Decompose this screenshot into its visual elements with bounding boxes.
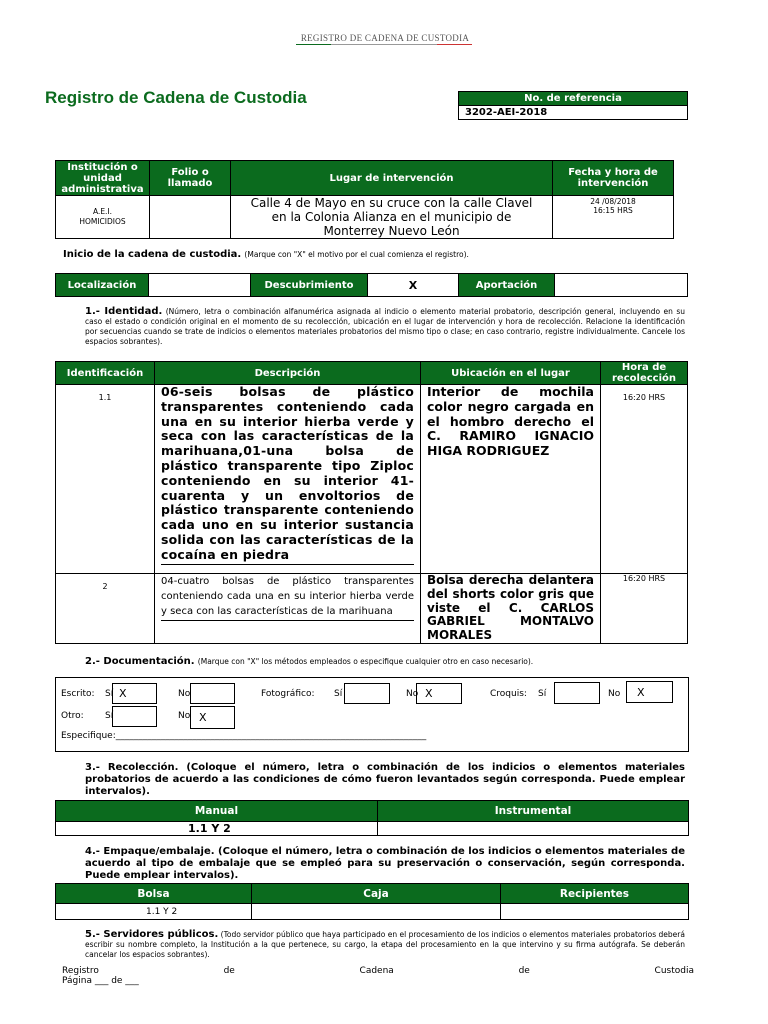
page-title: Registro de Cadena de Custodia: [45, 88, 307, 107]
servidores-title: 5.- Servidores públicos.: [85, 929, 219, 940]
empaque-title: 4.- Empaque/embalaje. (Coloque el número, letra o combinación de los indicios o elementos materiales de acuerdo al tipo de embalaje que se empleó para su preservación o conservación, según corresponda. Puede emplear intervalos).: [85, 846, 685, 881]
id-header: Identificación: [55, 361, 155, 385]
documentacion-note: (Marque con "X" los métodos empleados o especifique cualquier otro en caso necesario).: [197, 657, 534, 666]
otro-no-label: No: [178, 711, 191, 721]
documentacion-title: 2.- Documentación.: [85, 656, 195, 667]
croquis-si-label: Sí: [538, 689, 547, 699]
row2-ubicacion: Bolsa derecha delantera del shorts color gris que viste el C. CARLOS GABRIEL MONTALVO MORALES: [427, 573, 594, 643]
croquis-no-label: No: [608, 689, 621, 699]
manual-header: Manual: [55, 800, 378, 822]
descubrimiento-mark[interactable]: X: [367, 273, 459, 297]
recipientes-header: Recipientes: [500, 883, 689, 904]
hora-value: 16:15 HRS: [593, 206, 633, 215]
footer-line: [62, 966, 694, 976]
institution-cell: [55, 195, 150, 239]
institution-line2: HOMICIDIOS: [79, 217, 126, 226]
footer-word-2: de: [223, 966, 235, 976]
footer-page: Página ___ de ___: [62, 976, 139, 986]
lugar-cell: Calle 4 de Mayo en su cruce con la calle Clavel en la Colonia Alianza en el municipio de Monterrey Nuevo León: [230, 195, 553, 239]
bolsa-header: Bolsa: [55, 883, 252, 904]
foto-no-label: No: [406, 689, 419, 699]
footer-word-4: de: [518, 966, 530, 976]
row1-ubicacion-cell: [420, 384, 601, 574]
header-rule: [296, 44, 472, 45]
otro-si-label: Sí: [105, 711, 114, 721]
inicio-title: Inicio de la cadena de custodia.: [63, 249, 242, 260]
header-folio: Folio o llamado: [149, 160, 231, 196]
foto-si-label: Sí: [334, 689, 343, 699]
desc-header: Descripción: [154, 361, 421, 385]
servidores-note: (Todo servidor público que haya participado en el procesamiento de los indicios o elementos materiales probatorios deberá escribir su nombre completo, la Institución a la que pertenece, su cargo, la etapa del procesamiento en la que intervino y su firma autógrafa. Se deberán cancelar los espacios sobrantes).: [85, 930, 685, 959]
escrito-no-box[interactable]: [190, 683, 235, 704]
especifique-line[interactable]: Especifique:_____________________________________________________________________: [61, 731, 427, 741]
inicio-heading: [63, 249, 469, 260]
croquis-no-box[interactable]: X: [626, 681, 673, 703]
identidad-title: 1.- Identidad.: [85, 306, 163, 317]
row2-id: 2: [55, 573, 155, 644]
fecha-cell: [552, 195, 674, 239]
row1-hora: 16:20 HRS: [600, 384, 688, 574]
fecha-value: 24 /08/2018: [590, 197, 636, 206]
manual-value: 1.1 Y 2: [55, 821, 378, 836]
aportacion-label: Aportación: [458, 273, 555, 297]
row1-id: 1.1: [55, 384, 155, 574]
localizacion-label: Localización: [55, 273, 149, 297]
footer-word-1: Registro: [62, 966, 99, 976]
localizacion-mark[interactable]: [148, 273, 251, 297]
escrito-si-box[interactable]: X: [112, 683, 157, 704]
instrumental-value: [377, 821, 689, 836]
institution-line1: A.E.I.: [92, 207, 113, 216]
footer-word-5: Custodia: [654, 966, 694, 976]
identidad-note: (Número, letra o combinación alfanumérica asignada al indicio o elemento material probatorio, descripción general, incluyendo en su caso el estado o condición original en el momento de su recolección, ubicación en el lugar de intervención y hora de recolección. Relacione la identificación por secuencias cuando se trate de indicios o elementos materiales probatorios del mismo tipo o clase; en caso contrario, registre individualmente. Cancele los espacios sobrantes).: [85, 307, 686, 346]
escrito-label: Escrito:: [61, 689, 95, 699]
fotografico-label: Fotográfico:: [261, 689, 315, 699]
footer-word-3: Cadena: [359, 966, 394, 976]
row1-desc-cell: [154, 384, 421, 574]
row2-desc-cell: [154, 573, 421, 644]
croquis-label: Croquis:: [490, 689, 527, 699]
otro-no-box[interactable]: X: [190, 706, 235, 729]
escrito-si-label: Sí: [105, 689, 114, 699]
recipientes-value: [500, 903, 689, 920]
row2-hora: 16:20 HRS: [600, 573, 688, 644]
instrumental-header: Instrumental: [377, 800, 689, 822]
croquis-si-box[interactable]: [554, 682, 600, 704]
servidores-section: [85, 930, 685, 960]
escrito-no-label: No: [178, 689, 191, 699]
foto-no-box[interactable]: X: [416, 683, 462, 704]
otro-si-box[interactable]: [112, 706, 157, 727]
row1-ubicacion: Interior de mochila color negro cargada en el hombro derecho el C. RAMIRO IGNACIO HIGA RODRIGUEZ: [427, 384, 594, 459]
foto-si-box[interactable]: [344, 683, 390, 704]
bolsa-value: 1.1 Y 2: [55, 903, 252, 920]
header-institucion: Institución o unidad administrativa: [55, 160, 150, 196]
caja-value: [251, 903, 501, 920]
caja-header: Caja: [251, 883, 501, 904]
identidad-section: [85, 307, 685, 347]
recoleccion-title: 3.- Recolección. (Coloque el número, letra o combinación de los indicios o elementos materiales probatorios de acuerdo a las condiciones de cómo fueron levantados según corresponda. Puede emplear intervalos).: [85, 762, 685, 797]
header-fecha: Fecha y hora de intervención: [552, 160, 674, 196]
header-banner: REGISTRO DE CADENA DE CUSTODIA: [300, 33, 470, 43]
ubicacion-header: Ubicación en el lugar: [420, 361, 601, 385]
header-lugar: Lugar de intervención: [230, 160, 553, 196]
inicio-note: (Marque con "X" el motivo por el cual comienza el registro).: [244, 250, 469, 259]
descubrimiento-label: Descubrimiento: [250, 273, 368, 297]
aportacion-mark[interactable]: [554, 273, 688, 297]
row1-desc: 06-seis bolsas de plástico transparentes conteniendo cada una en su interior hierba verde y seca con las características de la marihuana,01-una bolsa de plástico transparente tipo Ziploc conteniendo en su interior 41-cuarenta y un envoltorios de plástico transparente conteniendo cada uno en su interior sustancia solida con las características de la cocaína en piedra: [161, 385, 414, 565]
reference-label: No. de referencia: [458, 91, 688, 106]
row2-ubicacion-cell: [420, 573, 601, 644]
hora-header: Hora de recolección: [600, 361, 688, 385]
reference-value: 3202-AEI-2018: [458, 105, 688, 120]
otro-label: Otro:: [61, 711, 84, 721]
folio-cell: [149, 195, 231, 239]
row2-desc: 04-cuatro bolsas de plástico transparentes conteniendo cada una en su interior hierba verde y seca con las características de la marihuana: [161, 574, 414, 621]
documentacion-section: [85, 656, 533, 667]
